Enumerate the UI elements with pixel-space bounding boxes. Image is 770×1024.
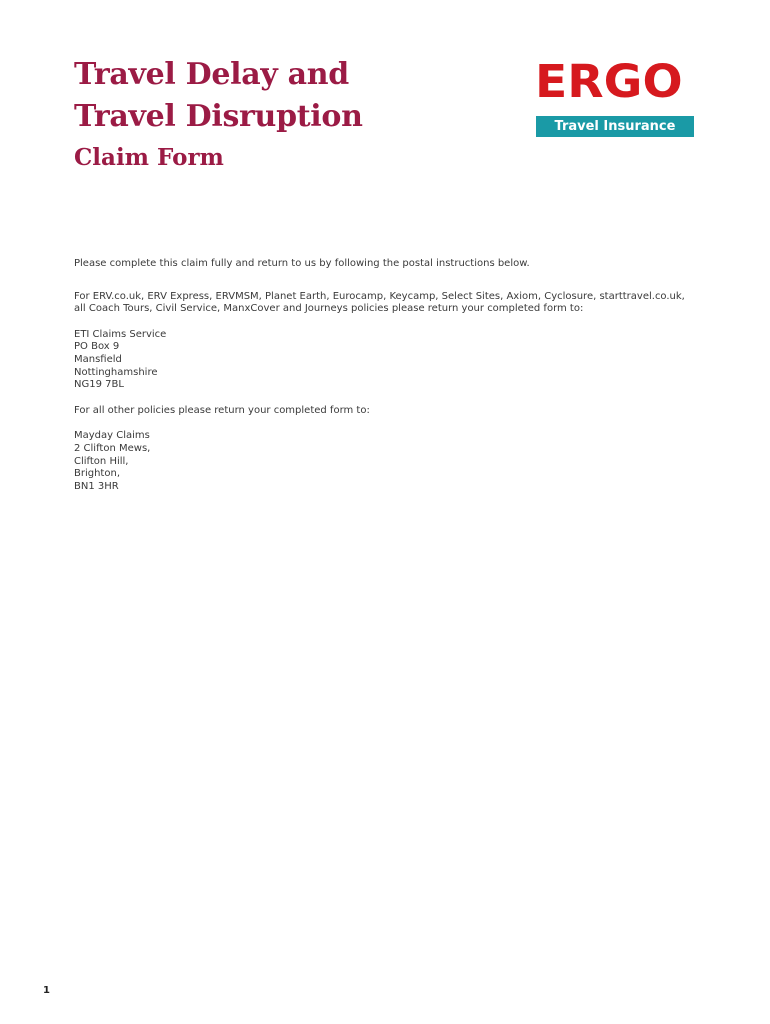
ergo-logo <box>535 55 694 137</box>
document-title <box>74 54 363 138</box>
logo-wordmark: ERGO <box>535 55 683 108</box>
address-line: Clifton Hill, <box>74 455 129 467</box>
logo-tagline: Travel Insurance <box>536 116 694 137</box>
address-line: BN1 3HR <box>74 480 119 492</box>
page-number: 1 <box>43 985 50 996</box>
address-line: Mayday Claims <box>74 430 150 442</box>
title-line-2: Travel Disruption <box>74 99 363 134</box>
address-line: 2 Clifton Mews, <box>74 442 151 454</box>
intro-text: Please complete this claim fully and return to us by following the postal instructions below. <box>74 258 530 269</box>
group2-instructions: For all other policies please return your completed form to: <box>74 404 370 416</box>
document-subtitle: Claim Form <box>74 144 224 171</box>
address-line: Nottinghamshire <box>74 366 158 378</box>
address-line: Brighton, <box>74 468 120 480</box>
address-line: NG19 7BL <box>74 379 124 391</box>
address-line: PO Box 9 <box>74 341 120 353</box>
address-line: Mansfield <box>74 353 122 365</box>
address-eti-claims <box>74 329 694 392</box>
instructions-section <box>74 258 694 506</box>
title-line-1: Travel Delay and <box>74 57 349 92</box>
address-line: ETI Claims Service <box>74 328 167 340</box>
address-mayday-claims <box>74 430 694 493</box>
group1-instructions: For ERV.co.uk, ERV Express, ERVMSM, Planet Earth, Eurocamp, Keycamp, Select Sites, Axiom, Cyclosure, starttravel.co.uk, all Coach Tours, Civil Service, ManxCover and Journeys policies please return your completed form to: <box>74 290 685 315</box>
